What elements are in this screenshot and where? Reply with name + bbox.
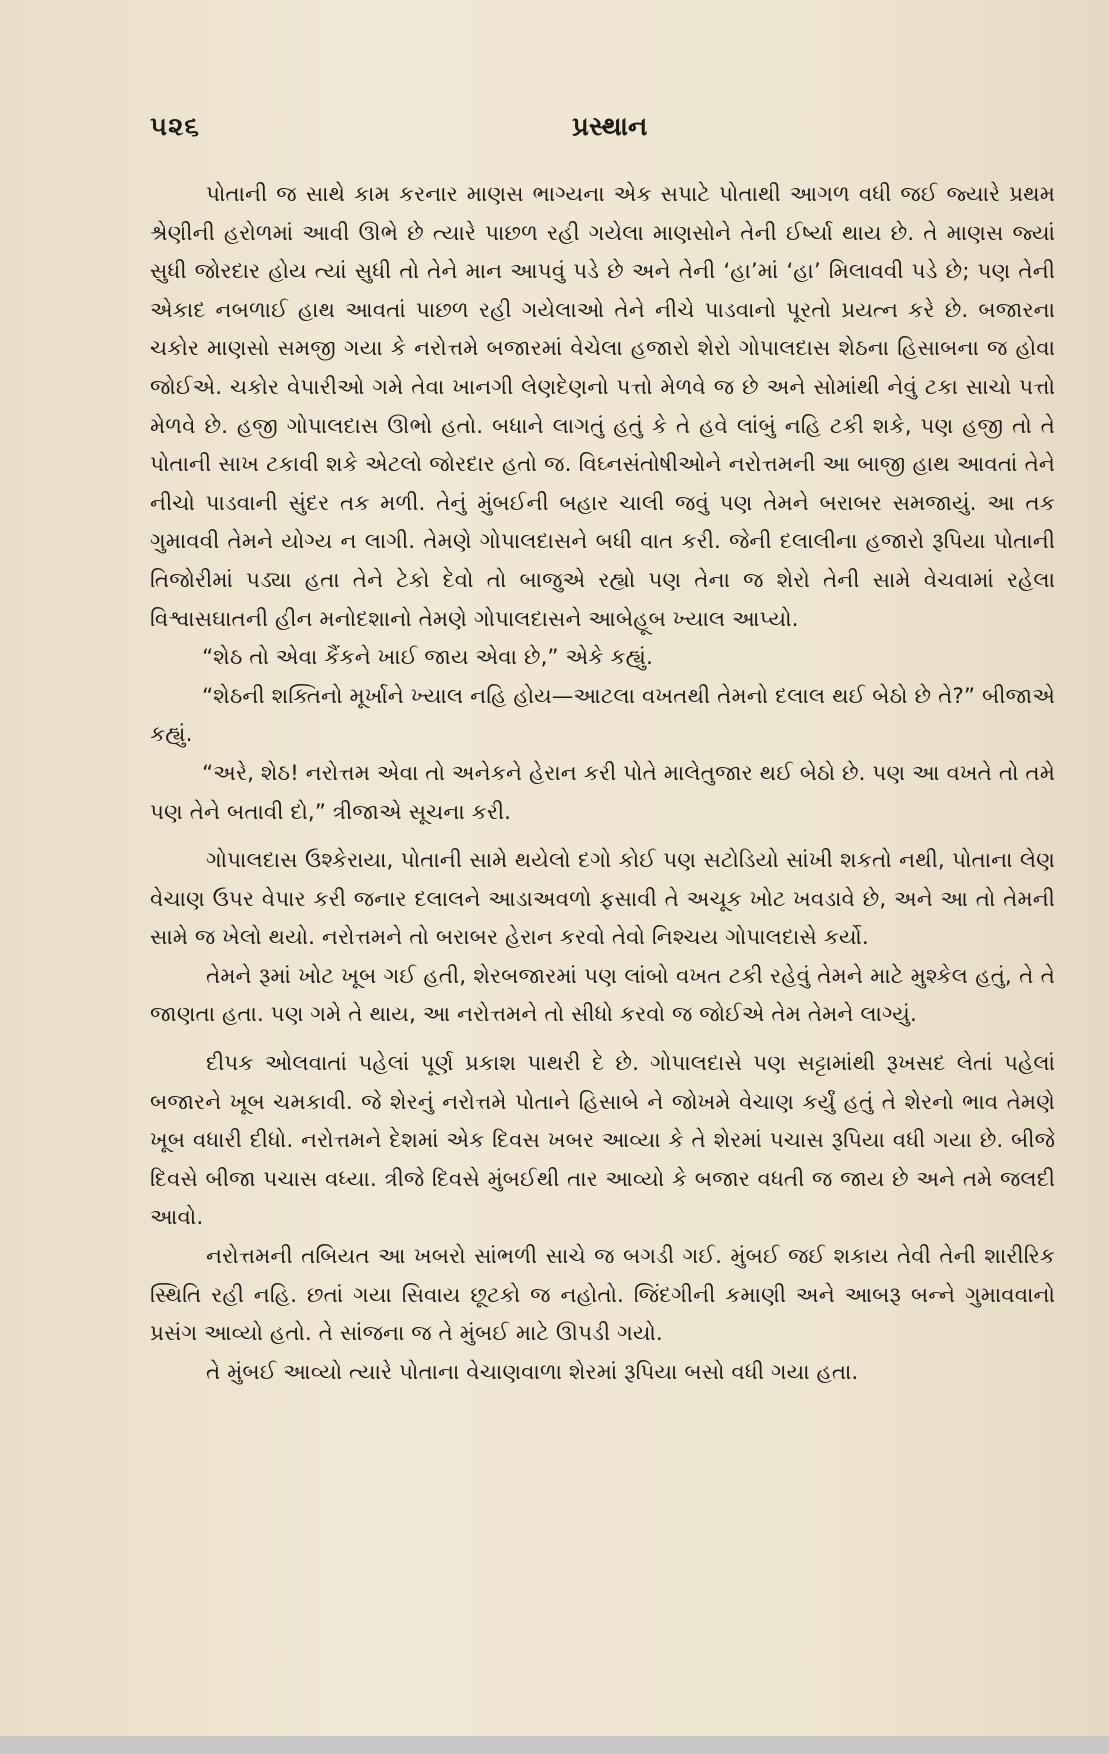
paragraph-4: દીપક ઓલવાતાં પહેલાં પૂર્ણ પ્રકાશ પાથરી દે છે. ગોપાલદાસે પણ સટ્ટામાંથી રૂખસદ લેતાં પહેલાં બજારને ખૂબ ચમકાવી. જે શેરનું નરોત્તમે પોતાને હિસાબે ને જોખમે વેચાણ કર્યું હતું તે શેરનો ભાવ તેમણે ખૂબ વધારી દીધો. નરોત્તમને દેશમાં એક દિવસ ખબર આવ્યા કે તે શેરમાં પચાસ રૂપિયા વધી ગયા છે. બીજે દિવસે બીજા પચાસ વધ્યા. ત્રીજે દિવસે મુંબઈથી તાર આવ્યો કે બજાર વધતી જ જાય છે અને તમે જલદી આવો. xyxy=(150,1051,1055,1231)
scan-bottom-strip xyxy=(0,1736,1109,1754)
body-text xyxy=(150,176,1055,1392)
paragraph-2: ગોપાલદાસ ઉશ્કેરાયા, પોતાની સામે થયેલો દગો કોઈ પણ સટોડિયો સાંખી શકતો નથી, પોતાના લેણ વેચાણ ઉપર વેપાર કરી જનાર દલાલને આડાઅવળો ફસાવી તે અચૂક ખોટ ખવડાવે છે, અને આ તો તેમની સામે જ ખેલો થયો. નરોત્તમને તો બરાબર હેરાન કરવો તેવો નિશ્ચય ગોપાલદાસે કર્યો. xyxy=(150,848,1055,951)
paragraph-1: પોતાની જ સાથે કામ કરનાર માણસ ભાગ્યના એક સપાટે પોતાથી આગળ વધી જઈ જ્યારે પ્રથમ શ્રેણીની હરોળમાં આવી ઊભે છે ત્યારે પાછળ રહી ગયેલા માણસોને તેની ઈર્ષ્યા થાય છે. તે માણસ જ્યાં સુધી જોરદાર હોય ત્યાં સુધી તો તેને માન આપવું પડે છે અને તેની ‘હા’માં ‘હા’ મિલાવવી પડે છે; પણ તેની એકાદ નબળાઈ હાથ આવતાં પાછળ રહી ગયેલાઓ તેને નીચે પાડવાનો પૂરતો પ્રયત્ન કરે છે. બજારના ચકોર માણસો સમજી ગયા કે નરોત્તમે બજારમાં વેચેલા હજારો શેરો ગોપાલદાસ શેઠના હિસાબના જ હોવા જોઈએ. ચકોર વેપારીઓ ગમે તેવા ખાનગી લેણદેણનો પત્તો મેળવે જ છે અને સોમાંથી નેવું ટકા સાચો પત્તો મેળવે છે. હજી ગોપાલદાસ ઊભો હતો. બધાને લાગતું હતું કે તે હવે લાંબું નહિ ટકી શકે, પણ હજી તો તે પોતાની સાખ ટકાવી શકે એટલો જોરદાર હતો જ. વિઘ્નસંતોષીઓને નરોત્તમની આ બાજી હાથ આવતાં તેને નીચો પાડવાની સુંદર તક મળી. તેનું મુંબઈની બહાર ચાલી જવું પણ તેમને બરાબર સમજાયું. આ તક ગુમાવવી તેમને યોગ્ય ન લાગી. તેમણે ગોપાલદાસને બધી વાત કરી. જેની દલાલીના હજારો રૂપિયા પોતાની તિજોરીમાં પડ્યા હતા તેને ટેકો દેવો તો બાજુએ રહ્યો પણ તેના જ શેરો તેની સામે વેચવામાં રહેલા વિશ્વાસઘાતની હીન મનોદશાનો તેમણે ગોપાલદાસને આબેહૂબ ખ્યાલ આપ્યો. xyxy=(150,182,1055,632)
running-title: પ્રસ્થાન xyxy=(572,112,648,142)
page-header xyxy=(150,112,1050,152)
dialogue-3: “અરે, શેઠ! નરોત્તમ એવા તો અનેકને હેરાન કરી પોતે માલેતુજાર થઈ બેઠો છે. પણ આ વખતે તો તમે પણ તેને બતાવી દો,” ત્રીજાએ સૂચના કરી. xyxy=(150,760,1055,825)
dialogue-1: “શેઠ તો એવા કૈંકને ખાઈ જાય એવા છે,” એકે કહ્યું. xyxy=(202,645,653,671)
page-number: ૫૨૬ xyxy=(150,112,200,142)
paragraph-5: નરોત્તમની તબિયત આ ખબરો સાંભળી સાચે જ બગડી ગઈ. મુંબઈ જઈ શકાય તેવી તેની શારીરિક સ્થિતિ રહી નહિ. છતાં ગયા સિવાય છૂટકો જ નહોતો. જિંદગીની કમાણી અને આબરૂ બન્ને ગુમાવવાનો પ્રસંગ આવ્યો હતો. તે સાંજના જ તે મુંબઈ માટે ઊપડી ગયો. xyxy=(150,1244,1055,1347)
dialogue-2: “શેઠની શક્તિનો મૂર્ખાને ખ્યાલ નહિ હોય—આટલા વખતથી તેમનો દલાલ થઈ બેઠો છે તે?” બીજાએ કહ્યું. xyxy=(150,683,1055,748)
paragraph-6: તે મુંબઈ આવ્યો ત્યારે પોતાના વેચાણવાળા શેરમાં રૂપિયા બસો વધી ગયા હતા. xyxy=(206,1359,859,1385)
paragraph-3: તેમને રૂમાં ખોટ ખૂબ ગઈ હતી, શેરબજારમાં પણ લાંબો વખત ટકી રહેવું તેમને માટે મુશ્કેલ હતું, તે તે જાણતા હતા. પણ ગમે તે થાય, આ નરોત્તમને તો સીધો કરવો જ જોઈએ તેમ તેમને લાગ્યું. xyxy=(150,963,1055,1028)
